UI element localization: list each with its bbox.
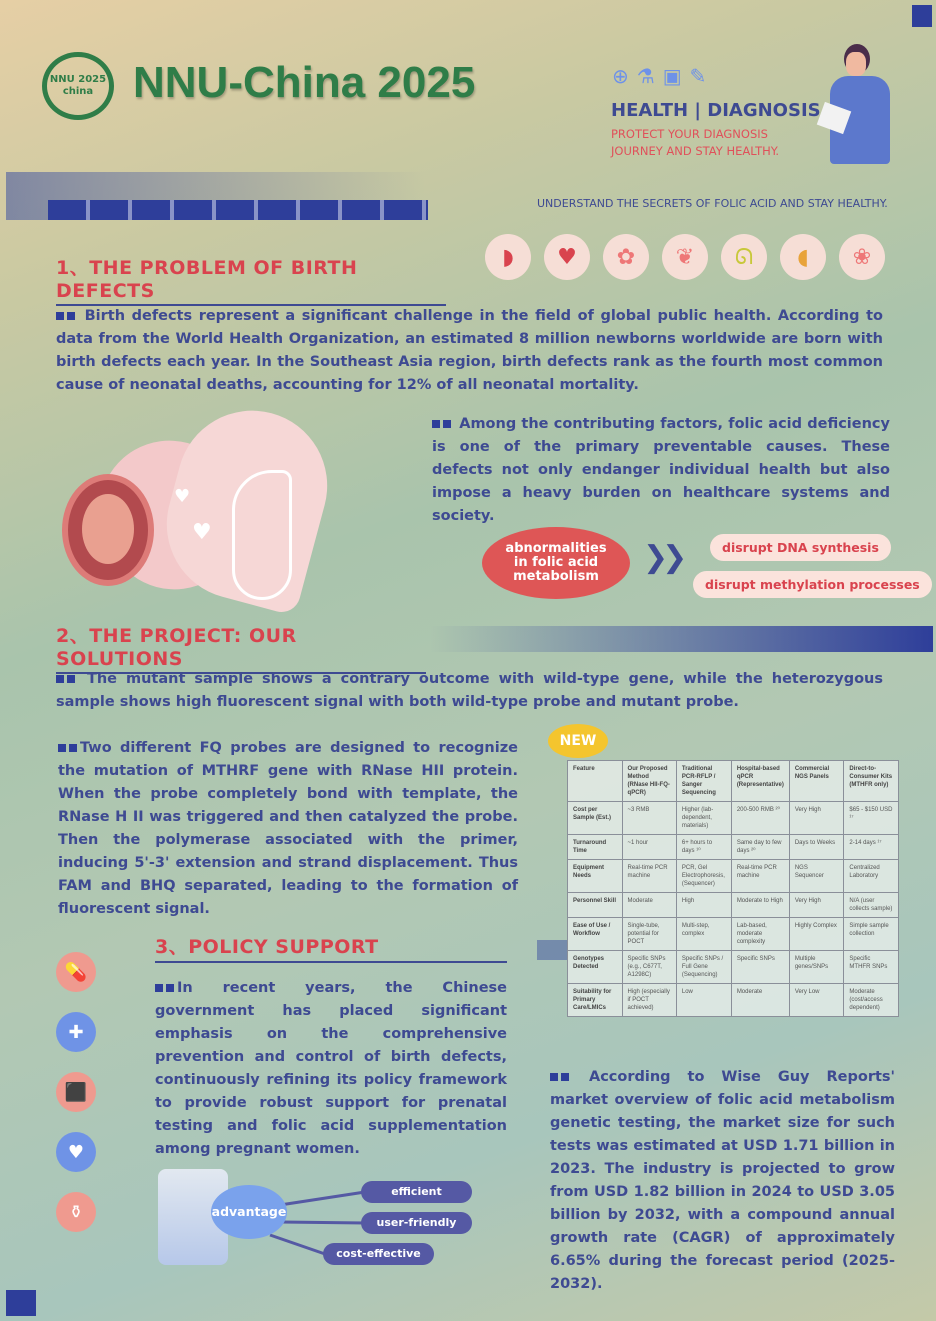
search-plus-icon: ⊕ bbox=[612, 64, 637, 88]
liver-icon: ◗ bbox=[485, 234, 531, 280]
table-cell: Personnel Skill bbox=[568, 893, 623, 918]
table-cell: Specific SNPs (e.g., C677T, A1298C) bbox=[622, 951, 676, 984]
syringe-icon: ✎ bbox=[689, 64, 715, 88]
medicine-bottle-icon: ✚ bbox=[56, 1012, 96, 1052]
table-cell: Real-time PCR machine bbox=[731, 860, 789, 893]
hearts-icon: ♥ bbox=[56, 1132, 96, 1172]
table-cell: Moderate bbox=[622, 893, 676, 918]
lungs-icon: ❦ bbox=[662, 234, 708, 280]
table-cell: Multi-step, complex bbox=[676, 918, 731, 951]
table-cell: Turnaround Time bbox=[568, 835, 623, 860]
table-cell: 2-14 days ¹⁷ bbox=[844, 835, 899, 860]
pill-icon: 💊 bbox=[56, 952, 96, 992]
para-text: The mutant sample shows a contrary outcome with wild-type gene, while the heterozygous sample shows high fluorescent signal with both wild-type probe and mutant probe. bbox=[56, 671, 883, 710]
supplement-jar-icon: ⬛ bbox=[56, 1072, 96, 1112]
table-cell: Genotypes Detected bbox=[568, 951, 623, 984]
table-cell: Moderate to High bbox=[731, 893, 789, 918]
test-tube-icon: ⚱ bbox=[56, 1192, 96, 1232]
monitor-icon: ▣ bbox=[662, 64, 690, 88]
tagline-health: HEALTH bbox=[611, 100, 689, 121]
table-cell: Very High bbox=[789, 802, 844, 835]
table-header-cell: Commercial NGS Panels bbox=[789, 761, 844, 802]
para-text: According to Wise Guy Reports' market overview of folic acid metabolism genetic testing, the market size for such tests was estimated at USD 1.71 billion in 2023. The industry is projected to grow from USD 1.82 billion in 2024 to USD 3.05 billion by 2032, with a compound annual growth rate (CAGR) of approximately 6.65% during the forecast period (2025-2032). bbox=[550, 1069, 895, 1292]
table-cell: Suitability for Primary Care/LMICs bbox=[568, 984, 623, 1017]
pancreas-icon: ◖ bbox=[780, 234, 826, 280]
table-cell: Higher (lab-dependent, materials) bbox=[676, 802, 731, 835]
table-cell: Same day to few days ²⁰ bbox=[731, 835, 789, 860]
para-text: In recent years, the Chinese government has placed significant emphasis on the comprehensive prevention and control of birth defects, continuously refining its policy framework to provide robust support for prenatal testing and folic acid supplementation among pregnant women. bbox=[155, 980, 507, 1157]
table-cell: Lab-based, moderate complexity bbox=[731, 918, 789, 951]
table-cell: Moderate (cost/access dependent) bbox=[844, 984, 899, 1017]
table-cell: Moderate bbox=[731, 984, 789, 1017]
header-strap: UNDERSTAND THE SECRETS OF FOLIC ACID AND STAY HEALTHY. bbox=[537, 197, 888, 210]
table-cell: 6+ hours to days ¹⁰ bbox=[676, 835, 731, 860]
logo-text: NNU 2025 china bbox=[49, 74, 107, 97]
brain-icon: ✿ bbox=[603, 234, 649, 280]
table-header-cell: Hospital-based qPCR (Representative) bbox=[731, 761, 789, 802]
table-cell: Low bbox=[676, 984, 731, 1017]
table-header-cell: Feature bbox=[568, 761, 623, 802]
table-header-cell: Direct-to-Consumer Kits (MTHFR only) bbox=[844, 761, 899, 802]
table-cell: Ease of Use / Workflow bbox=[568, 918, 623, 951]
table-cell: N/A (user collects sample) bbox=[844, 893, 899, 918]
table-cell: 200-500 RMB ²⁰ bbox=[731, 802, 789, 835]
para-text: Among the contributing factors, folic acid deficiency is one of the primary preventable causes. These defects not only endanger individual health but also impose a heavy burden on healthcare systems and society. bbox=[432, 416, 890, 524]
para-text: Birth defects represent a significant challenge in the field of global public health. According to data from the World Health Organization, an estimated 8 million newborns worldwide are born with birth defects each year. In the Southeast Asia region, birth defects rank as the fourth most common cause of neonatal deaths, accounting for 12% of all neonatal mortality. bbox=[56, 308, 883, 393]
table-cell: Very Low bbox=[789, 984, 844, 1017]
bullet-icon bbox=[550, 1073, 558, 1081]
heart-icon: ♥ bbox=[544, 234, 590, 280]
page-title: NNU-China 2025 bbox=[133, 58, 476, 107]
table-header-cell: Our Proposed Method (RNase HII-FQ-qPCR) bbox=[622, 761, 676, 802]
table-cell: Highly Complex bbox=[789, 918, 844, 951]
table-cell: Equipment Needs bbox=[568, 860, 623, 893]
table-cell: NGS Sequencer bbox=[789, 860, 844, 893]
table-cell: PCR, Gel Electrophoresis, (Sequencer) bbox=[676, 860, 731, 893]
colon-icon: ❀ bbox=[839, 234, 885, 280]
double-chevron-icon: ❯❯ bbox=[643, 540, 682, 575]
table-cell: High bbox=[676, 893, 731, 918]
bullet-icon bbox=[561, 1073, 569, 1081]
tagline-diagnosis: DIAGNOSIS bbox=[707, 100, 821, 121]
table-cell: Specific SNPs / Full Gene (Sequencing) bbox=[676, 951, 731, 984]
table-cell: Cost per Sample (Est.) bbox=[568, 802, 623, 835]
table-cell: High (especially if POCT achieved) bbox=[622, 984, 676, 1017]
table-header-cell: Traditional PCR-RFLP / Sanger Sequencing bbox=[676, 761, 731, 802]
connector-line bbox=[280, 1222, 365, 1223]
microscope-icon: ⚗ bbox=[636, 64, 663, 88]
table-cell: Centralized Laboratory bbox=[844, 860, 899, 893]
section3-title: 3、POLICY SUPPORT bbox=[155, 932, 507, 963]
section2-title: 2、THE PROJECT: OUR SOLUTIONS bbox=[56, 621, 426, 674]
table-cell: Real-time PCR machine bbox=[622, 860, 676, 893]
table-cell: Multiple genes/SNPs bbox=[789, 951, 844, 984]
section1-title: 1、THE PROBLEM OF BIRTH DEFECTS bbox=[56, 253, 446, 306]
table-cell: Specific MTHFR SNPs bbox=[844, 951, 899, 984]
tagline-sep: | bbox=[694, 100, 701, 121]
table-cell: Simple sample collection bbox=[844, 918, 899, 951]
table-cell: ~3 RMB bbox=[622, 802, 676, 835]
effect-pill-methylation: disrupt methylation processes bbox=[693, 571, 932, 598]
market-para bbox=[550, 1066, 895, 1296]
effect-pill-dna: disrupt DNA synthesis bbox=[710, 534, 891, 561]
table-cell: Specific SNPs bbox=[731, 951, 789, 984]
advantage-cost-effective: cost-effective bbox=[323, 1243, 434, 1265]
advantage-user-friendly: user-friendly bbox=[361, 1212, 472, 1234]
table-cell: Days to Weeks bbox=[789, 835, 844, 860]
connector-line bbox=[280, 1192, 365, 1205]
new-badge: NEW bbox=[548, 724, 608, 758]
table-cell: Very High bbox=[789, 893, 844, 918]
intestine-icon: ᘏ bbox=[721, 234, 767, 280]
advantage-efficient: efficient bbox=[361, 1181, 472, 1203]
para-text: Two different FQ probes are designed to recognize the mutation of MTHRF gene with RNase HII protein. When the probe completely bond with template, the RNase H II was triggered and then catalyzed the probe. Then the polymerase associated with the primer, inducing 5'-3' extension and strand displacement. Thus FAM and BHQ separated, leading to the formation of fluorescent signal. bbox=[58, 740, 518, 917]
table-cell: ~1 hour bbox=[622, 835, 676, 860]
advantage-bubble: advantage bbox=[211, 1185, 287, 1239]
table-cell: Single-tube, potential for POCT bbox=[622, 918, 676, 951]
connector-line bbox=[270, 1235, 325, 1254]
pregnancy-illustration: ♥ ♥ bbox=[62, 410, 324, 606]
tagline-sub: PROTECT YOUR DIAGNOSIS JOURNEY AND STAY HEALTHY. bbox=[611, 127, 780, 158]
table-cell: $65 - $150 USD ¹⁷ bbox=[844, 802, 899, 835]
cause-text: abnormalities in folic acid metabolism bbox=[505, 541, 607, 584]
